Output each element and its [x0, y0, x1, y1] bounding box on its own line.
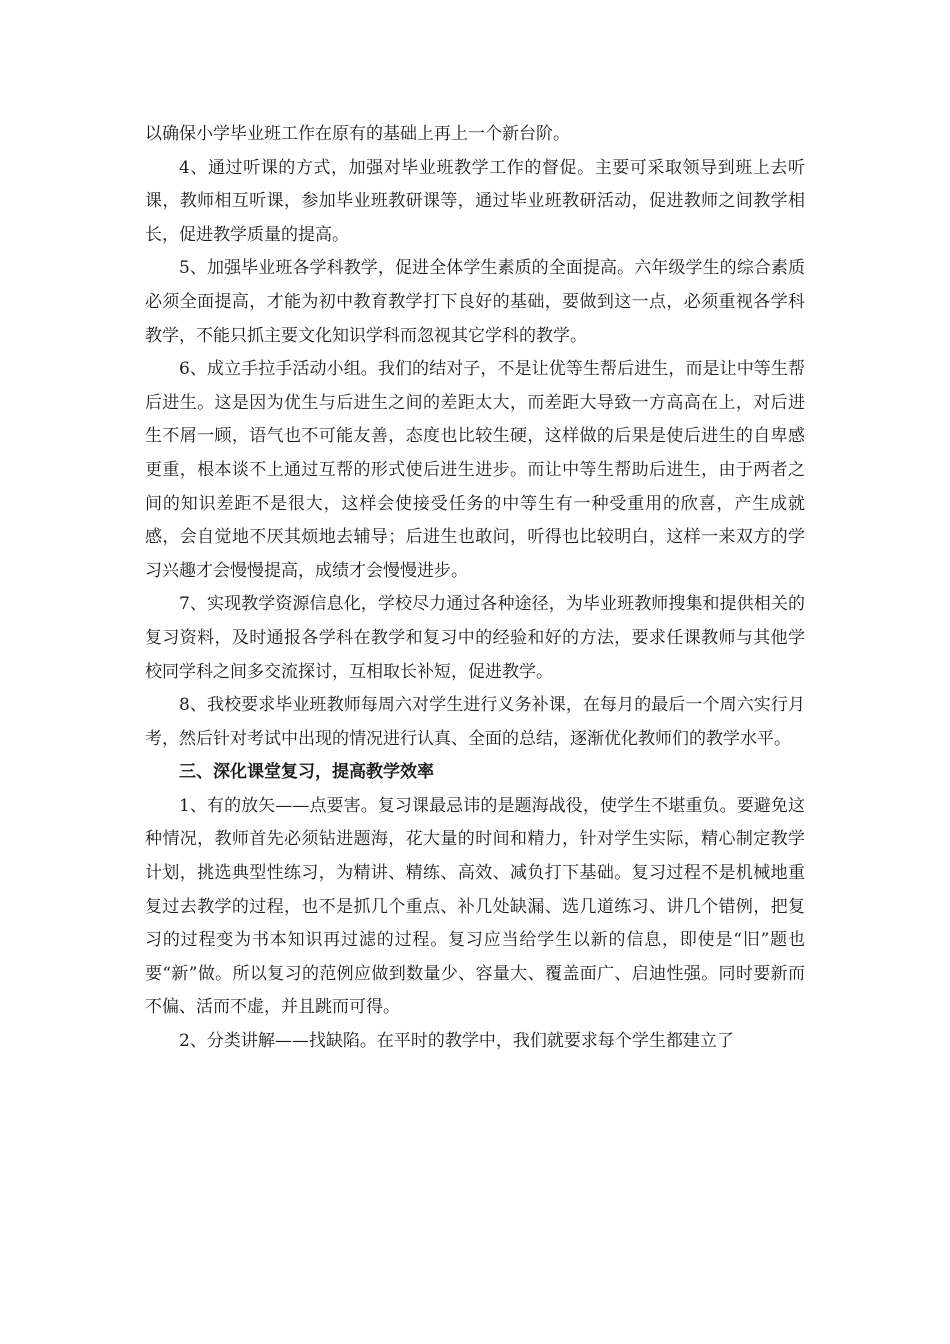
document-body	[145, 118, 805, 1059]
paragraph-item-7: 7、实现教学资源信息化，学校尽力通过各种途径，为毕业班教师搜集和提供相关的复习资料，及时通报各学科在教学和复习中的经验和好的方法，要求任课教师与其他学校同学科之间多交流探讨，互相取长补短，促进教学。	[145, 594, 805, 682]
paragraph-item-5: 5、加强毕业班各学科教学，促进全体学生素质的全面提高。六年级学生的综合素质必须全面提高，才能为初中教育教学打下良好的基础，要做到这一点，必须重视各学科教学，不能只抓主要文化知识学科而忽视其它学科的教学。	[145, 258, 805, 346]
section-heading-3: 三、深化课堂复习，提高教学效率	[179, 762, 434, 783]
paragraph-review-1: 1、有的放矢——点要害。复习课最忌讳的是题海战役，使学生不堪重负。要避免这种情况，教师首先必须钻进题海，花大量的时间和精力，针对学生实际，精心制定教学计划，挑选典型性练习，为精讲、精练、高效、减负打下基础。复习过程不是机械地重复过去教学的过程，也不是抓几个重点、补几处缺漏、选几道练习、讲几个错例，把复习的过程变为书本知识再过滤的过程。复习应当给学生以新的信息，即使是“旧”题也要“新”做。所以复习的范例应做到数量少、容量大、覆盖面广、启迪性强。同时要新而不偏、活而不虚，并且跳而可得。	[145, 795, 805, 1018]
paragraph-item-4: 4、通过听课的方式，加强对毕业班教学工作的督促。主要可采取领导到班上去听课，教师相互听课，参加毕业班教研课等，通过毕业班教研活动，促进教师之间教学相长，促进教学质量的提高。	[145, 157, 805, 245]
paragraph-continuation: 以确保小学毕业班工作在原有的基础上再上一个新台阶。	[145, 124, 570, 144]
paragraph-review-2: 2、分类讲解——找缺陷。在平时的教学中，我们就要求每个学生都建立了	[179, 1031, 734, 1052]
paragraph-item-8: 8、我校要求毕业班教师每周六对学生进行义务补课，在每月的最后一个周六实行月考，然后针对考试中出现的情况进行认真、全面的总结，逐渐优化教师们的教学水平。	[145, 695, 805, 749]
paragraph-item-6: 6、成立手拉手活动小组。我们的结对子，不是让优等生帮后进生，而是让中等生帮后进生。这是因为优生与后进生之间的差距太大，而差距大导致一方高高在上，对后进生不屑一顾，语气也不可能友善，态度也比较生硬，这样做的后果是使后进生的自卑感更重，根本谈不上通过互帮的形式使后进生进步。而让中等生帮助后进生，由于两者之间的知识差距不是很大，这样会使接受任务的中等生有一种受重用的欣喜，产生成就感，会自觉地不厌其烦地去辅导；后进生也敢问，听得也比较明白，这样一来双方的学习兴趣才会慢慢提高，成绩才会慢慢进步。	[145, 359, 805, 581]
